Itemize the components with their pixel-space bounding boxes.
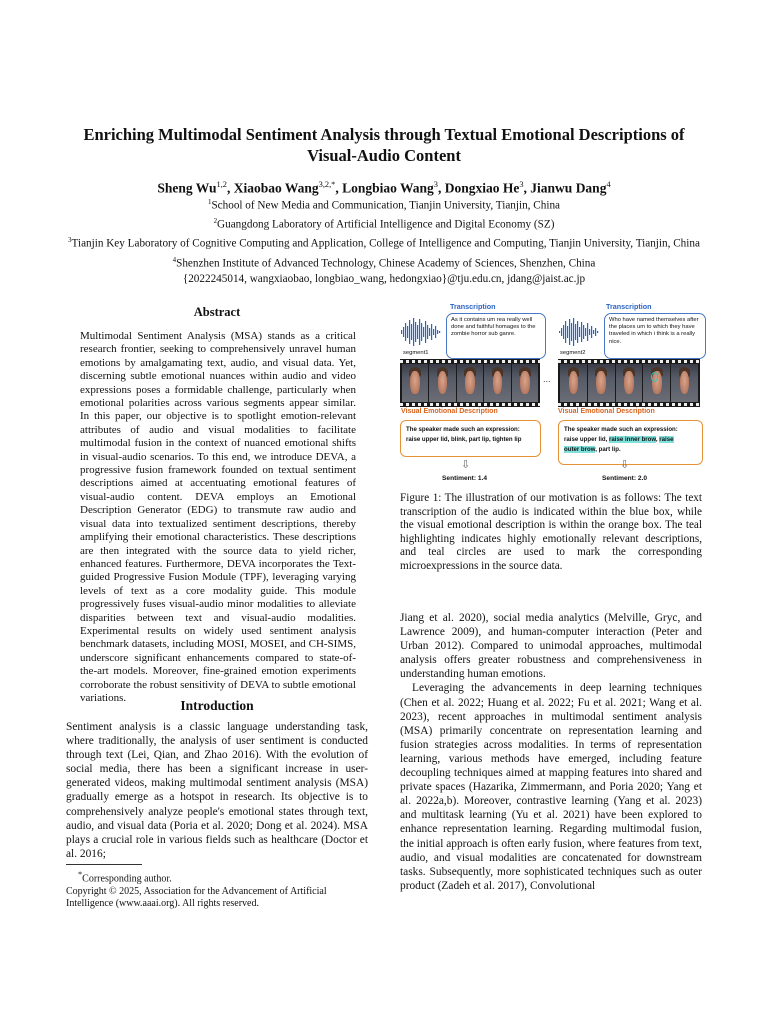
affiliation: $^4$Shenzhen Institute of Advanced Technology, Chinese Academy of Sciences, Shenzhen, China [172,255,596,270]
video-frame [643,364,670,402]
paper-title: Enriching Multimodal Sentiment Analysis through Textual Emotional Descriptions of Visual-Audio Content [83,125,685,165]
figure-caption: Figure 1: The illustration of our motivation is as follows: The text transcription of the audio is indicated within the blue box, while the visual emotional description is within the orange box. The teal highlighting indicates highly emotionally relevant descriptions, and teal circles are used to mark the corresponding microexpressions in the source data. [400,492,702,572]
right-column-body [400,611,702,893]
sentiment-score-1: Sentiment: 1.4 [442,475,488,482]
paragraph: Leveraging the advancements in deep learning techniques (Chen et al. 2022; Huang et al. 2022; Fu et al. 2021; Wang et al. 2023), recent approaches in multimodal sentiment analysis (MSA) primarily concentrate on representation learning and fusion strategies across modalities. In terms of representation learning, various methods have emerged, including feature decoupling techniques aimed at mapping features into shared and private spaces (Hazarika, Zimmermann, and Poria 2020; Yang et al. 2022a,b). Moreover, contrastive learning (Yang et al. 2023) and multitask learning (Yu et al. 2021) have been explored to enhance representation learning. Regarding multimodal fusion, the initial approach is often early fusion, where features from text, audio, and visual modalities are concatenated for downstream tasks. Subsequently, more sophisticated techniques such as outer product (Zadeh et al. 2017), Convolutional [400,682,702,892]
introduction-heading: Introduction [180,698,254,713]
down-arrow-icon: ⇩ [461,459,471,471]
transcription-label: Transcription [606,302,652,311]
introduction-text: Sentiment analysis is a classic language understanding task, where traditionally, the analysis of user sentiment is conducted through text (Lei, Qian, and Zhao 2016). With the evolution of social media, there has been a significant increase in user-generated videos, making multimodal sentiment analysis (MSA) gradually emerge as a hotspot in research. Its objective is to comprehensively analyze people's emotional states through text, audio, and visual data (Poria et al. 2020; Dong et al. 2024). MSA plays a crucial role in various fields such as healthcare (Doctor et al. 2016; [66,721,368,860]
abstract-text: Multimodal Sentiment Analysis (MSA) stands as a critical research frontier, seeking to comprehensively unravel human emotions by amalgamating text, audio, and visual data. Yet, discerning subtle emotional nuances within audio and video expressions poses a formidable challenge, particularly when emotional polarities across various segments appear similar. In this paper, our objective is to spotlight emotion-relevant attributes of audio and visual modalities to facilitate multimodal fusion in the context of nuanced emotional shifts in visual-audio scenarios. To this end, we introduce DEVA, a progressive fusion framework founded on textual sentiment descriptions aimed at accentuating emotional features of visual-audio content. DEVA employs an Emotional Description Generator (EDG) to transmute raw audio and visual data into textualized sentiment descriptions, thereby amplifying their emotional characteristics. These descriptions are then integrated with the source data to yield richer, enhanced features. Furthermore, DEVA incorporates the Text-guided Progressive Fusion Module (TPF), leveraging varying levels of text as a core modality guide. This module progressively fuses visual-audio minor modalities to alleviate disparities between text and visual-audio modalities. Experimental results on widely used sentiment analysis benchmark datasets, including MOSI, MOSEI, and CH-SIMS, underscore significant enhancements compared to state-of-the-art models. Moreover, fine-grained emotion experiments corroborate the robust sensitivity of DEVA to subtle emotional variations. [80,330,356,704]
author-affil-mark: 3,2,* [318,180,336,189]
author-name: Xiaobao Wang [233,180,319,196]
sentiment-score-2: Sentiment: 2.0 [602,475,648,482]
video-frames-strip-1 [400,359,540,407]
audio-waveform-icon [558,316,602,348]
abstract-body [80,330,356,705]
introduction-body [66,720,368,861]
copyright-notice: Copyright © 2025, Association for the Advancement of Artificial Intelligence (www.aaai.org). All rights reserved. [66,885,327,910]
author-affil-mark: 3 [433,180,438,189]
video-frame [484,364,510,402]
highlighted-description: raise [659,436,674,443]
author-name: Sheng Wu [157,180,217,196]
author-name: Jianwu Dang [530,180,607,196]
ellipsis: ... [543,374,551,384]
figure-1 [398,298,704,490]
affiliation: $^1$School of New Media and Communication, Tianjin University, Tianjin, China [207,198,561,212]
author-name: Dongxiao He [444,180,520,196]
author-name: Longbiao Wang [342,180,434,196]
video-frame [671,364,698,402]
author-affil-mark: 3 [519,180,524,189]
affiliation: $^3$Tianjin Key Laboratory of Cognitive Computing and Application, College of Intelligence and Computing, Tianjin University, Tianjin, China [68,236,700,251]
author-affil-mark: 1,2 [216,180,227,189]
video-frame [402,364,428,402]
transcription-label: Transcription [450,302,496,311]
author-list: Sheng Wu$^{1,2}$, Xiaobao Wang$^{3,2,*}$, Longbiao Wang$^3$, Dongxiao He$^3$, Jianwu Dang$^4$ [157,180,611,196]
highlighted-description: outer brow [564,446,596,453]
video-frame [588,364,615,402]
author-emails: {2022245014, wangxiaobao, longbiao_wang, hedongxiao}@tju.edu.cn, jdang@jaist.ac.jp [182,272,586,285]
footnote [66,864,368,911]
ved-box-2: The speaker made such an expression: raise upper lid, raise inner brow, raise outer brow, part lip. [558,420,703,465]
video-frame [560,364,587,402]
down-arrow-icon: ⇩ [620,459,630,471]
video-frames-strip-2 [558,359,700,407]
ved-box-1: The speaker made such an expression: raise upper lid, blink, part lip, tighten lip [400,420,541,457]
affiliations [50,195,718,287]
video-frame [512,364,538,402]
ved-label: Visual Emotional Description [401,408,498,415]
highlighted-description: raise inner brow [609,436,656,443]
video-frame [616,364,643,402]
audio-waveform-icon [400,316,444,348]
affiliation: $^2$Guangdong Laboratory of Artificial Intelligence and Digital Economy (SZ) [213,217,555,231]
segment-label: segment1 [403,350,429,356]
segment-label: segment2 [560,350,586,356]
footnote-rule [66,864,142,865]
corresponding-author-note: *Corresponding author. [78,870,172,885]
ved-label: Visual Emotional Description [558,408,655,415]
paragraph: Jiang et al. 2020), social media analytics (Melville, Gryc, and Lawrence 2009), and human-computer interaction (Peter and Urban 2012). Compared to unimodal approaches, multimodal analysis offers greater robustness and comprehensiveness in understanding human emotions. [400,612,702,681]
video-frame [429,364,455,402]
transcript-bubble-1: As it contains um rea really well done and faithful homages to the zombie horror sub ganre. [446,313,546,359]
author-affil-mark: 4 [606,180,611,189]
abstract-heading: Abstract [193,305,241,319]
transcript-bubble-2: Who have named themselves after the places um to which they have traveled in which i think is a really nice. [604,313,706,359]
video-frame [457,364,483,402]
